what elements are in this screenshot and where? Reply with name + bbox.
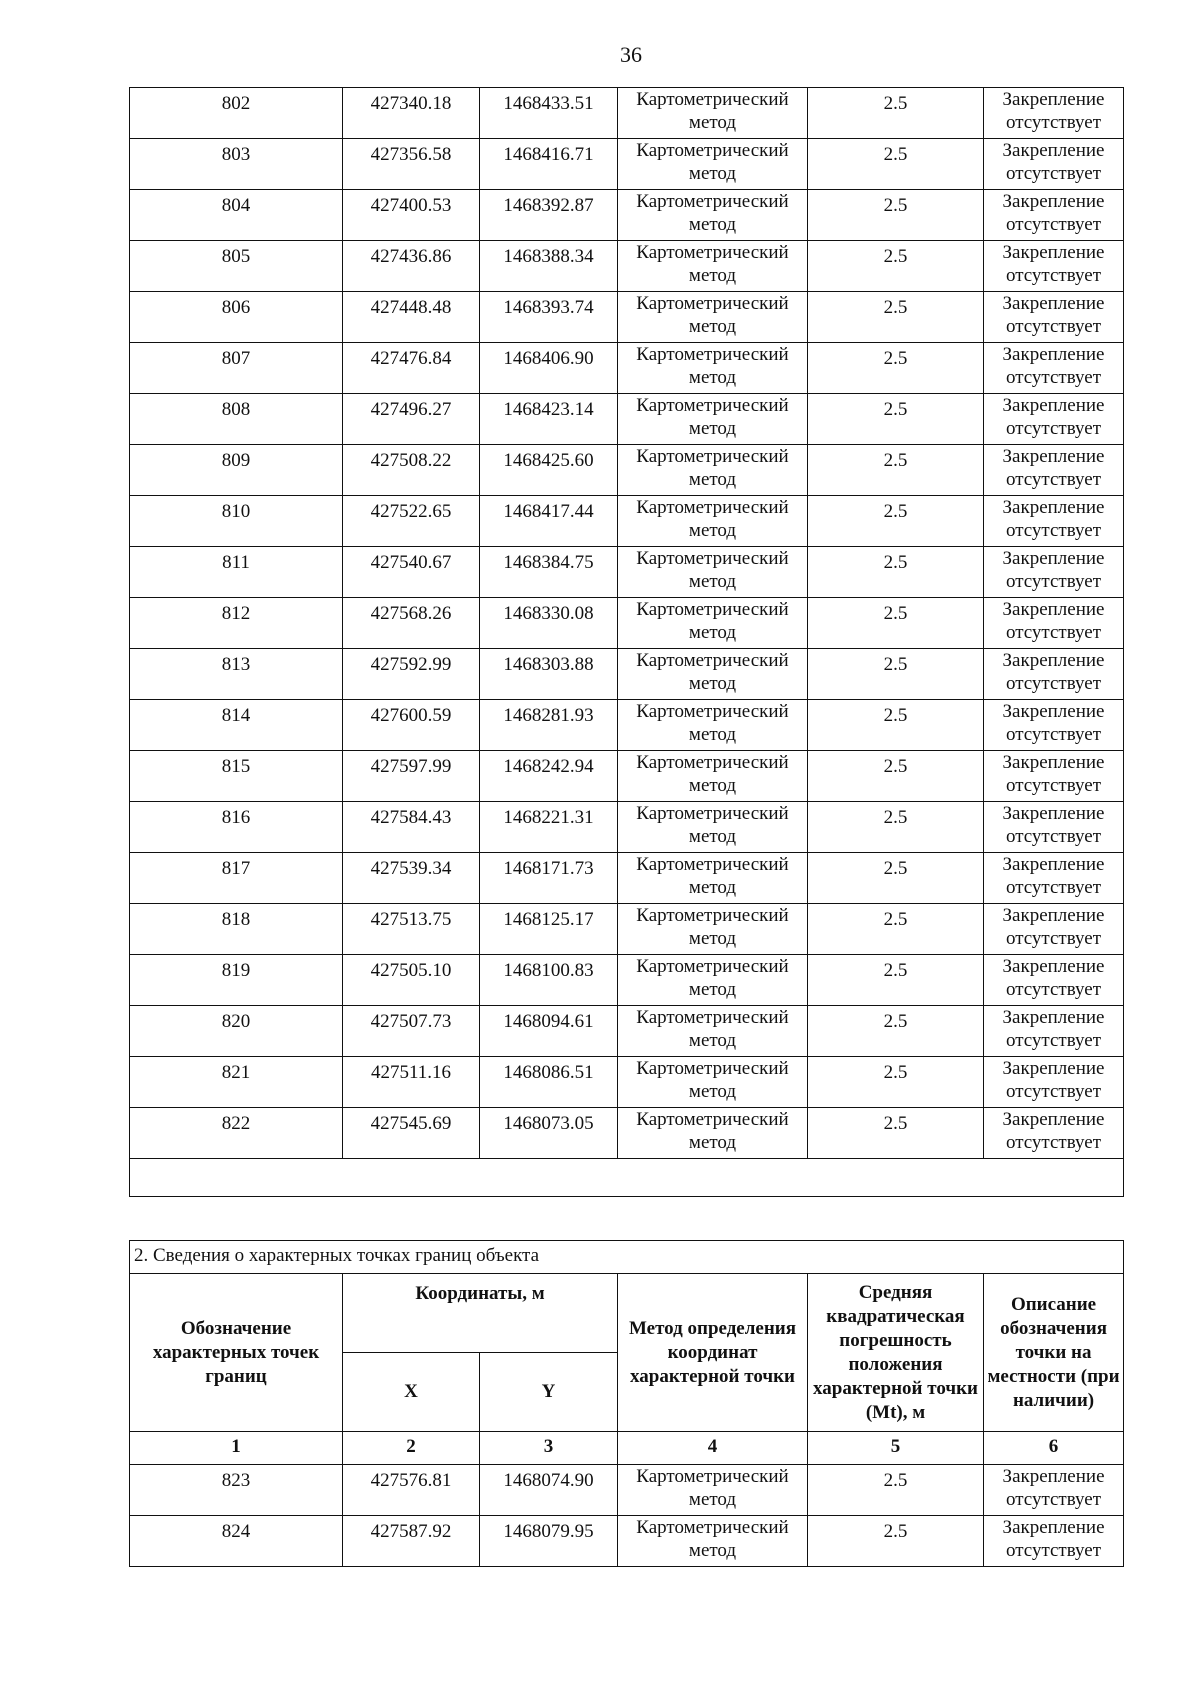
- y-coordinate-cell: 1468073.05: [480, 1108, 618, 1159]
- y-coordinate-cell: 1468086.51: [480, 1057, 618, 1108]
- method-cell: Картометрический метод: [618, 649, 808, 700]
- description-cell: Закрепление отсутствует: [984, 190, 1124, 241]
- point-cell: 814: [130, 700, 343, 751]
- table-row: [130, 751, 1124, 802]
- table-row: [130, 1057, 1124, 1108]
- table-row: [130, 496, 1124, 547]
- mt-cell: 2.5: [808, 292, 984, 343]
- description-cell: Закрепление отсутствует: [984, 1108, 1124, 1159]
- header-description: Описание обозначения точки на местности (при наличии): [984, 1274, 1124, 1432]
- table-row: [130, 394, 1124, 445]
- point-cell: 807: [130, 343, 343, 394]
- mt-cell: 2.5: [808, 1057, 984, 1108]
- method-cell: Картометрический метод: [618, 598, 808, 649]
- method-cell: Картометрический метод: [618, 292, 808, 343]
- method-cell: Картометрический метод: [618, 1057, 808, 1108]
- description-cell: Закрепление отсутствует: [984, 598, 1124, 649]
- table-row: [130, 190, 1124, 241]
- point-cell: 819: [130, 955, 343, 1006]
- description-cell: Закрепление отсутствует: [984, 1057, 1124, 1108]
- table-row: [130, 955, 1124, 1006]
- y-coordinate-cell: 1468281.93: [480, 700, 618, 751]
- table-row: [130, 241, 1124, 292]
- description-cell: Закрепление отсутствует: [984, 547, 1124, 598]
- y-coordinate-cell: 1468079.95: [480, 1516, 618, 1567]
- y-coordinate-cell: 1468425.60: [480, 445, 618, 496]
- y-coordinate-cell: 1468094.61: [480, 1006, 618, 1057]
- x-coordinate-cell: 427597.99: [343, 751, 480, 802]
- mt-cell: 2.5: [808, 241, 984, 292]
- header-x: X: [343, 1353, 480, 1432]
- header-y: Y: [480, 1353, 618, 1432]
- point-cell: 803: [130, 139, 343, 190]
- x-coordinate-cell: 427584.43: [343, 802, 480, 853]
- y-coordinate-cell: 1468171.73: [480, 853, 618, 904]
- x-coordinate-cell: 427587.92: [343, 1516, 480, 1567]
- x-coordinate-cell: 427356.58: [343, 139, 480, 190]
- mt-cell: 2.5: [808, 802, 984, 853]
- y-coordinate-cell: 1468100.83: [480, 955, 618, 1006]
- x-coordinate-cell: 427522.65: [343, 496, 480, 547]
- description-cell: Закрепление отсутствует: [984, 751, 1124, 802]
- description-cell: Закрепление отсутствует: [984, 241, 1124, 292]
- table-row: [130, 598, 1124, 649]
- point-cell: 806: [130, 292, 343, 343]
- point-cell: 811: [130, 547, 343, 598]
- mt-cell: 2.5: [808, 547, 984, 598]
- point-cell: 810: [130, 496, 343, 547]
- mt-cell: 2.5: [808, 445, 984, 496]
- description-cell: Закрепление отсутствует: [984, 700, 1124, 751]
- x-coordinate-cell: 427511.16: [343, 1057, 480, 1108]
- y-coordinate-cell: 1468423.14: [480, 394, 618, 445]
- x-coordinate-cell: 427400.53: [343, 190, 480, 241]
- x-coordinate-cell: 427507.73: [343, 1006, 480, 1057]
- mt-cell: 2.5: [808, 649, 984, 700]
- mt-cell: 2.5: [808, 853, 984, 904]
- method-cell: Картометрический метод: [618, 751, 808, 802]
- table-row: [130, 139, 1124, 190]
- table-row: [130, 88, 1124, 139]
- mt-cell: 2.5: [808, 1465, 984, 1516]
- y-coordinate-cell: 1468392.87: [480, 190, 618, 241]
- header-coords: Координаты, м: [343, 1274, 618, 1353]
- method-cell: Картометрический метод: [618, 1006, 808, 1057]
- point-cell: 815: [130, 751, 343, 802]
- point-cell: 817: [130, 853, 343, 904]
- header-method: Метод определения координат характерной точки: [618, 1274, 808, 1432]
- table-row: [130, 1465, 1124, 1516]
- x-coordinate-cell: 427448.48: [343, 292, 480, 343]
- point-cell: 808: [130, 394, 343, 445]
- method-cell: Картометрический метод: [618, 445, 808, 496]
- x-coordinate-cell: 427600.59: [343, 700, 480, 751]
- method-cell: Картометрический метод: [618, 802, 808, 853]
- method-cell: Картометрический метод: [618, 139, 808, 190]
- y-coordinate-cell: 1468221.31: [480, 802, 618, 853]
- point-cell: 805: [130, 241, 343, 292]
- description-cell: Закрепление отсутствует: [984, 394, 1124, 445]
- description-cell: Закрепление отсутствует: [984, 88, 1124, 139]
- description-cell: Закрепление отсутствует: [984, 853, 1124, 904]
- x-coordinate-cell: 427568.26: [343, 598, 480, 649]
- column-index-1: 1: [130, 1432, 343, 1465]
- method-cell: Картометрический метод: [618, 394, 808, 445]
- description-cell: Закрепление отсутствует: [984, 955, 1124, 1006]
- method-cell: Картометрический метод: [618, 88, 808, 139]
- point-cell: 816: [130, 802, 343, 853]
- mt-cell: 2.5: [808, 394, 984, 445]
- x-coordinate-cell: 427592.99: [343, 649, 480, 700]
- column-index-3: 3: [480, 1432, 618, 1465]
- x-coordinate-cell: 427539.34: [343, 853, 480, 904]
- y-coordinate-cell: 1468393.74: [480, 292, 618, 343]
- description-cell: Закрепление отсутствует: [984, 343, 1124, 394]
- description-cell: Закрепление отсутствует: [984, 1006, 1124, 1057]
- method-cell: Картометрический метод: [618, 241, 808, 292]
- x-coordinate-cell: 427545.69: [343, 1108, 480, 1159]
- column-index-5: 5: [808, 1432, 984, 1465]
- mt-cell: 2.5: [808, 955, 984, 1006]
- x-coordinate-cell: 427576.81: [343, 1465, 480, 1516]
- method-cell: Картометрический метод: [618, 547, 808, 598]
- header-mt: Средняя квадратическая погрешность положения характерной точки (Mt), м: [808, 1274, 984, 1432]
- table-row: [130, 445, 1124, 496]
- description-cell: Закрепление отсутствует: [984, 292, 1124, 343]
- column-index-4: 4: [618, 1432, 808, 1465]
- mt-cell: 2.5: [808, 88, 984, 139]
- point-cell: 823: [130, 1465, 343, 1516]
- y-coordinate-cell: 1468417.44: [480, 496, 618, 547]
- table-row: [130, 1006, 1124, 1057]
- x-coordinate-cell: 427513.75: [343, 904, 480, 955]
- x-coordinate-cell: 427340.18: [343, 88, 480, 139]
- point-cell: 824: [130, 1516, 343, 1567]
- page-number: 36: [620, 42, 642, 67]
- table-row: [130, 343, 1124, 394]
- empty-row: [130, 1159, 1124, 1197]
- description-cell: Закрепление отсутствует: [984, 496, 1124, 547]
- x-coordinate-cell: 427496.27: [343, 394, 480, 445]
- point-cell: 818: [130, 904, 343, 955]
- mt-cell: 2.5: [808, 343, 984, 394]
- table-row: [130, 1108, 1124, 1159]
- point-cell: 820: [130, 1006, 343, 1057]
- method-cell: Картометрический метод: [618, 1465, 808, 1516]
- boundary-points-table-continued: [129, 87, 1124, 1197]
- table-row: [130, 700, 1124, 751]
- description-cell: Закрепление отсутствует: [984, 1516, 1124, 1567]
- mt-cell: 2.5: [808, 751, 984, 802]
- mt-cell: 2.5: [808, 700, 984, 751]
- method-cell: Картометрический метод: [618, 1516, 808, 1567]
- description-cell: Закрепление отсутствует: [984, 445, 1124, 496]
- method-cell: Картометрический метод: [618, 496, 808, 547]
- mt-cell: 2.5: [808, 190, 984, 241]
- y-coordinate-cell: 1468384.75: [480, 547, 618, 598]
- method-cell: Картометрический метод: [618, 1108, 808, 1159]
- x-coordinate-cell: 427540.67: [343, 547, 480, 598]
- mt-cell: 2.5: [808, 598, 984, 649]
- method-cell: Картометрический метод: [618, 853, 808, 904]
- description-cell: Закрепление отсутствует: [984, 649, 1124, 700]
- y-coordinate-cell: 1468125.17: [480, 904, 618, 955]
- point-cell: 812: [130, 598, 343, 649]
- empty-cell: [130, 1159, 1124, 1197]
- table-row: [130, 853, 1124, 904]
- mt-cell: 2.5: [808, 1516, 984, 1567]
- description-cell: Закрепление отсутствует: [984, 1465, 1124, 1516]
- column-index-6: 6: [984, 1432, 1124, 1465]
- y-coordinate-cell: 1468388.34: [480, 241, 618, 292]
- point-cell: 804: [130, 190, 343, 241]
- header-point: Обозначение характерных точек границ: [130, 1274, 343, 1432]
- point-cell: 822: [130, 1108, 343, 1159]
- mt-cell: 2.5: [808, 139, 984, 190]
- x-coordinate-cell: 427505.10: [343, 955, 480, 1006]
- y-coordinate-cell: 1468303.88: [480, 649, 618, 700]
- point-cell: 802: [130, 88, 343, 139]
- x-coordinate-cell: 427436.86: [343, 241, 480, 292]
- y-coordinate-cell: 1468416.71: [480, 139, 618, 190]
- description-cell: Закрепление отсутствует: [984, 139, 1124, 190]
- table-row: [130, 292, 1124, 343]
- mt-cell: 2.5: [808, 1006, 984, 1057]
- table-row: [130, 802, 1124, 853]
- y-coordinate-cell: 1468330.08: [480, 598, 618, 649]
- mt-cell: 2.5: [808, 904, 984, 955]
- x-coordinate-cell: 427508.22: [343, 445, 480, 496]
- table-row: [130, 904, 1124, 955]
- description-cell: Закрепление отсутствует: [984, 904, 1124, 955]
- y-coordinate-cell: 1468074.90: [480, 1465, 618, 1516]
- method-cell: Картометрический метод: [618, 700, 808, 751]
- table-row: [130, 547, 1124, 598]
- method-cell: Картометрический метод: [618, 955, 808, 1006]
- y-coordinate-cell: 1468433.51: [480, 88, 618, 139]
- column-index-2: 2: [343, 1432, 480, 1465]
- description-cell: Закрепление отсутствует: [984, 802, 1124, 853]
- table-row: [130, 649, 1124, 700]
- y-coordinate-cell: 1468406.90: [480, 343, 618, 394]
- method-cell: Картометрический метод: [618, 190, 808, 241]
- point-cell: 809: [130, 445, 343, 496]
- table-row: [130, 1516, 1124, 1567]
- x-coordinate-cell: 427476.84: [343, 343, 480, 394]
- mt-cell: 2.5: [808, 1108, 984, 1159]
- y-coordinate-cell: 1468242.94: [480, 751, 618, 802]
- mt-cell: 2.5: [808, 496, 984, 547]
- boundary-points-table: [129, 1240, 1124, 1567]
- method-cell: Картометрический метод: [618, 343, 808, 394]
- point-cell: 813: [130, 649, 343, 700]
- point-cell: 821: [130, 1057, 343, 1108]
- section-title: 2. Сведения о характерных точках границ объекта: [130, 1241, 1124, 1274]
- method-cell: Картометрический метод: [618, 904, 808, 955]
